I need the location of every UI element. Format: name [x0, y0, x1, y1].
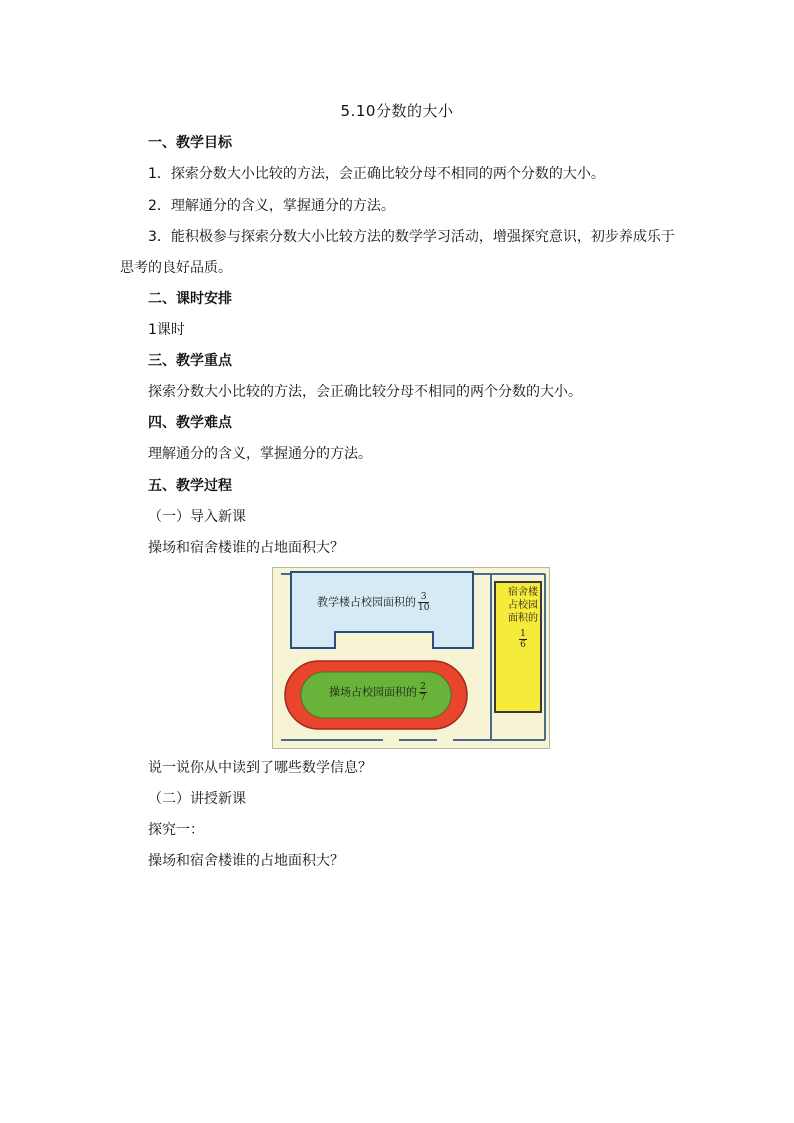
heading-difficulties: 四、教学难点 [148, 415, 232, 431]
field-label-text: 操场占校园面积的 [329, 685, 417, 699]
dorm-label [501, 586, 545, 650]
fraction-numerator: 1 [520, 629, 526, 639]
subheading-new-lesson: （二）讲授新课 [148, 791, 246, 807]
explore-1-label: 探究一： [148, 822, 204, 838]
teaching-label-text: 教学楼占校园面积的 [317, 595, 416, 609]
subheading-intro: （一）导入新课 [148, 509, 246, 525]
fraction-one-sixth [519, 629, 527, 650]
question-3: 操场和宿舍楼谁的占地面积大？ [148, 853, 344, 869]
dorm-label-line2: 占校园 [508, 600, 538, 611]
fraction-numerator: 3 [420, 592, 427, 602]
teaching-building-label [317, 592, 429, 613]
fraction-numerator: 2 [420, 682, 426, 692]
question-1: 操场和宿舍楼谁的占地面积大？ [148, 540, 344, 556]
question-2: 说一说你从中读到了哪些数学信息？ [148, 760, 372, 776]
dorm-label-line3: 面积的 [508, 613, 538, 624]
schedule-text: 1课时 [148, 322, 185, 338]
objective-3-line2: 思考的良好品质。 [120, 260, 232, 276]
fraction-denominator: 6 [520, 640, 526, 650]
objective-2: 2．理解通分的含义，掌握通分的方法。 [148, 198, 395, 214]
page-title: 5.10分数的大小 [340, 102, 454, 120]
heading-process: 五、教学过程 [148, 478, 232, 494]
campus-figure [272, 567, 550, 749]
objective-3-line1: 3．能积极参与探索分数大小比较方法的数学学习活动，增强探究意识，初步养成乐于 [148, 229, 675, 245]
heading-schedule: 二、课时安排 [148, 291, 232, 307]
fraction-denominator: 7 [420, 693, 426, 703]
key-points-text: 探索分数大小比较的方法，会正确比较分母不相同的两个分数的大小。 [148, 384, 582, 400]
fraction-denominator: 10 [418, 603, 430, 613]
heading-key-points: 三、教学重点 [148, 353, 232, 369]
objective-1: 1．探索分数大小比较的方法，会正确比较分母不相同的两个分数的大小。 [148, 166, 605, 182]
field-label [329, 682, 427, 703]
dorm-label-line1: 宿舍楼 [508, 587, 538, 598]
fraction-two-sevenths [419, 682, 427, 703]
fraction-three-tenths [418, 592, 429, 613]
difficulties-text: 理解通分的含义，掌握通分的方法。 [148, 446, 372, 462]
heading-objectives: 一、教学目标 [148, 135, 232, 151]
